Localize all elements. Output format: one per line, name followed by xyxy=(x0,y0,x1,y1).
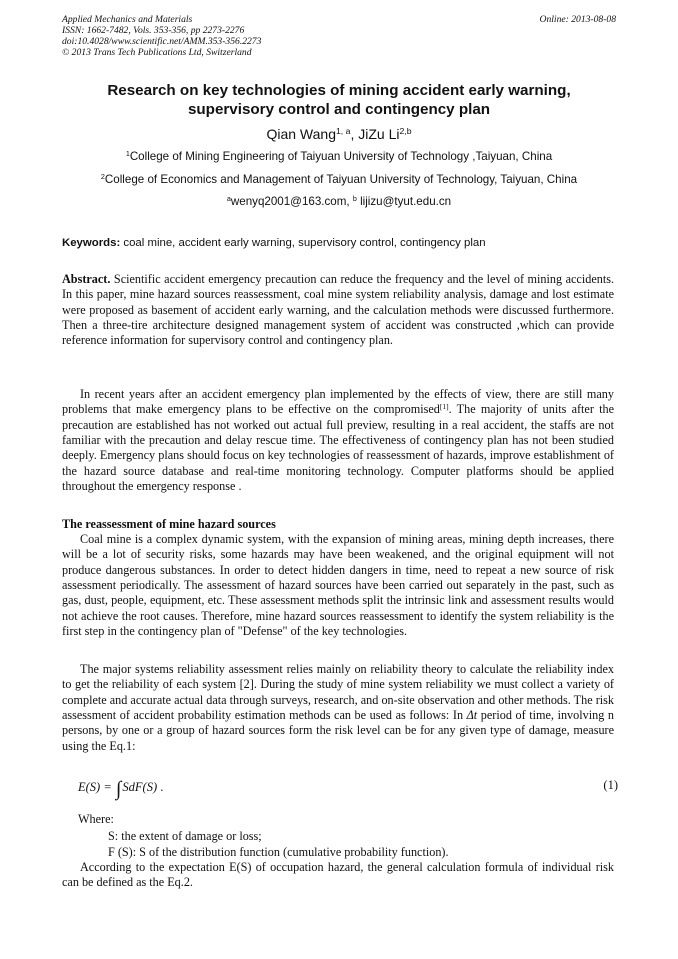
keywords xyxy=(62,236,616,250)
intro-text-a: In recent years after an accident emergency plan implemented by the effects of view, there are still many problems that make emergency plans to be effective on the compromised xyxy=(62,387,614,417)
copyright-line: © 2013 Trans Tech Publications Ltd, Switzerland xyxy=(62,47,252,58)
affiliation-1-superscript: 1 xyxy=(125,149,130,159)
journal-header xyxy=(62,14,616,58)
email-a-superscript: a xyxy=(226,194,231,204)
affiliation-2-text: College of Economics and Management of Taiyuan University of Technology, Taiyuan, China xyxy=(104,173,578,186)
abstract-text: Scientific accident emergency precaution can reduce the frequency and the level of mining accidents. In this paper, mine hazard sources reassessment, coal mine system reliability analysis, damage and lost estimate were proposed as basement of accident early warning, and the calculation methods were discussed furthermore. Then a three-tire architecture designed management system of accident was constructed ,which can provide reference information for supervisory control and contingency plan. xyxy=(62,272,614,348)
abstract-label: Abstract. xyxy=(62,272,111,286)
affiliation-1-text: College of Mining Engineering of Taiyuan University of Technology ,Taiyuan, China xyxy=(129,150,553,163)
email-b: lijizu@tyut.edu.cn xyxy=(356,195,452,208)
journal-name: Applied Mechanics and Materials xyxy=(62,14,193,25)
equation-1-rhs: SdF(S) xyxy=(122,780,158,794)
affiliation-2-superscript: 2 xyxy=(100,172,105,182)
online-date: Online: 2013-08-08 xyxy=(539,14,616,25)
citation-1: [1] xyxy=(439,402,449,412)
author-2-name: JiZu Li xyxy=(358,126,400,142)
issn-line: ISSN: 1662-7482, Vols. 353-356, pp 2273-2276 xyxy=(62,25,245,36)
author-2-superscript: 2,b xyxy=(399,126,412,137)
keywords-label: Keywords: xyxy=(62,237,121,249)
doi-line: doi:10.4028/www.scientific.net/AMM.353-356.2273 xyxy=(62,36,262,47)
abstract xyxy=(62,272,614,349)
equation-1-number: (1) xyxy=(603,778,618,792)
keywords-text: coal mine, accident early warning, supervisory control, contingency plan xyxy=(120,237,486,249)
final-paragraph: According to the expectation E(S) of occupation hazard, the general calculation formula of individual risk can be defined as the Eq.2. xyxy=(62,860,614,890)
equation-1-lhs: E(S) = xyxy=(78,780,115,794)
author-1-name: Qian Wang xyxy=(266,126,336,142)
where-s-definition: S: the extent of damage or loss; xyxy=(108,829,262,843)
intro-paragraph xyxy=(62,387,614,494)
where-f-definition: F (S): S of the distribution function (cumulative probability function). xyxy=(108,845,449,859)
section-paragraph-2-text-b: period of time, involving n persons, by one or a group of hazard sources form the risk level can be for any given type of damage, measure using the Eq.1: xyxy=(62,708,614,753)
delta-t-symbol: Δt xyxy=(466,708,478,723)
equation-1 xyxy=(78,776,618,800)
title-line-2: supervisory control and contingency plan xyxy=(187,101,491,118)
email-b-superscript: b xyxy=(352,194,357,204)
email-line xyxy=(62,195,616,209)
integral-symbol: ∫ xyxy=(115,778,122,800)
section-heading: The reassessment of mine hazard sources xyxy=(62,517,276,531)
equation-1-trail: . xyxy=(157,780,164,794)
intro-text-b: . The majority of units after the precaution are established has not worked out actual full preview, resulting in a real accident, the staffs are not familiar with the precaution and delay rescue time. The effectiveness of contingency plan has not been studied deeply. Emergency plans should focus on key technologies of reassessment of hazards, improve establishment of the hazard source database and real-time monitoring technology. Computer platforms should be applied throughout the emergency response . xyxy=(62,402,614,494)
author-1-superscript: 1, a xyxy=(335,126,351,137)
author-list xyxy=(62,125,616,143)
section-paragraph-1: Coal mine is a complex dynamic system, with the expansion of mining areas, mining depth increases, there will be a lot of security risks, some hazards may have been weakened, and the original equipment will not produce dangerous substances. In order to detect hidden dangers in time, need to repeat a new source of risk assessment periodically. The assessment of hazard sources have been carried out separately in the past, such as gas, dust, people, equipment, etc. These assessment methods split the intrinsic link and assessment results would not achieve the root causes. Therefore, mine hazard sources reassessment to identify the system reliability is the first step in the contingency plan of "Defense" of the key technologies. xyxy=(62,532,614,639)
title-line-1: Research on key technologies of mining accident early warning, xyxy=(107,82,571,99)
where-label: Where: xyxy=(78,812,114,826)
affiliation-1 xyxy=(62,150,616,164)
section-paragraph-2-text-a: The major systems reliability assessment relies mainly on reliability theory to calculate the reliability index to get the reliability of each system [2]. During the study of mine system reliability we must collect a variety of complete and accurate actual data through surveys, research, and on-site observation and other methods. The risk assessment of accident probability estimation methods can be used as follows: In xyxy=(62,662,614,723)
affiliation-2 xyxy=(62,173,616,187)
section-paragraph-2 xyxy=(62,662,614,754)
author-separator: , xyxy=(350,126,359,142)
email-a: wenyq2001@163.com, xyxy=(230,195,353,208)
equation-1-expression xyxy=(78,778,163,801)
paper-title xyxy=(62,81,616,119)
